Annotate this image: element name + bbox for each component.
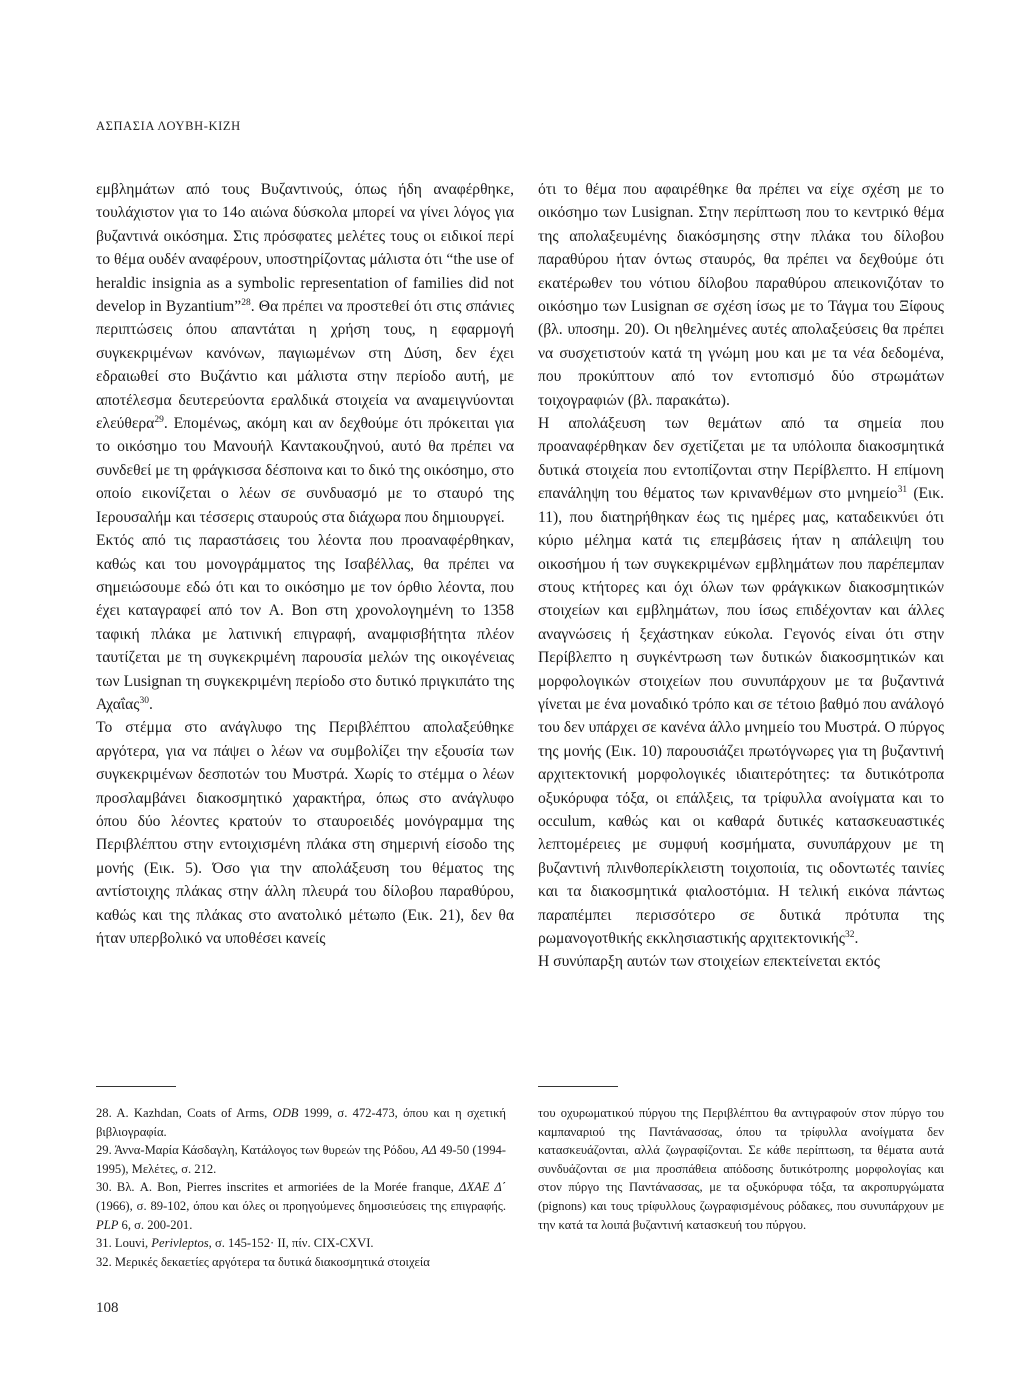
footnote-text: 30. Βλ. A. Bon, Pierres inscrites et armoriées de la Morée franque, bbox=[96, 1180, 459, 1195]
footnote-divider bbox=[538, 1086, 618, 1087]
paragraph-text: (Εικ. 11), που διατηρήθηκαν έως τις ημέρες μας, καταδεικνύει ότι κύριο μέλημα κατά τις επεμβάσεις ήταν η απάλειψη του οικοσήμου ή των συγκεκριμένων εμβλημάτων που παρέπεμπαν στους κτήτορες και όχι όλων των φράγκικων διακοσμητικών στοιχείων και εμβλημάτων, που ίσως επιδέχονταν και άλλες αναγνώσεις ή ξεχάστηκαν εύκολα. Γεγονός είναι ότι στην Περίβλεπτο η συγκέντρωση των δυτικών διακοσμητικών και μορφολογικών στοιχείων που συνυπάρχουν με τα βυζαντινά γίνεται με ένα μοναδικό τρόπο και σε τέτοιο βαθμό που ανάλογό του δεν υπάρχει σε κανένα άλλο μνημείο του Μυστρά. Ο πύργος της μονής (Εικ. 10) παρουσιάζει πρωτόγνωρες για τη βυζαντινή αρχιτεκτονική μορφολογικές ιδιαιτερότητες: τα δυτικότροπα οξυκόρυφα τόξα, οι επάλξεις, τα τρίφυλλα ανοίγματα και το occulum, καθώς και οι καθαρά δυτικές κατασκευαστικές λεπτομέρειες με συμφυή κοσμήματα, συνυπάρχουν με τη βυζαντινή πλινθοπερίκλειστη τοιχοποιία, τις οδοντωτές ταινίες και τα διακοσμητικά φιαλοστόμια. Η τελική εικόνα πάντως παραπέμπει περισσότερο σε δυτικά πρότυπα της ρωμανογοτθικής εκκλησιαστικής αρχιτεκτονικής bbox=[538, 485, 944, 947]
footnote-30 bbox=[96, 1178, 506, 1234]
paragraph-text: Η απολάξευση των θεμάτων από τα σημεία που προαναφέρθηκαν δεν σχετίζεται με τα υπόλοιπα διακοσμητικά δυτικά στοιχεία που εντοπίζονται στην Περίβλεπτο. Η επίμονη επανάληψη του θέματος των κρινανθέμων στο μνημείο bbox=[538, 415, 944, 503]
paragraph-text: . Θα πρέπει να προστεθεί ότι στις σπάνιες περιπτώσεις όπου απαντάται η χρήση τους, η εφαρμογή συγκεκριμένων κανόνων, παγιωμένων στη Δύση, δεν έχει εδραιωθεί στο Βυζάντιο και μάλιστα στην περίοδο αυτή, με αποτέλεσμα δευτερεύοντα εραλδικά στοιχεία να αναμειγνύονται ελεύθερα bbox=[96, 298, 514, 433]
paragraph bbox=[538, 412, 944, 950]
main-text-left-column bbox=[96, 178, 514, 950]
footnote-text: 29. Άννα-Μαρία Κάσδαγλη, Κατάλογος των θυρεών της Ρόδου, bbox=[96, 1143, 422, 1158]
paragraph bbox=[96, 178, 514, 529]
footnote-italic: Perivleptos bbox=[151, 1236, 209, 1251]
footnote-ref-31: 31 bbox=[897, 485, 908, 496]
footnote-32: 32. Μερικές δεκαετίες αργότερα τα δυτικά διακοσμητικά στοιχεία bbox=[96, 1254, 430, 1269]
footnote-ref-32: 32 bbox=[844, 930, 855, 940]
paragraph-text: Εκτός από τις παραστάσεις του λέοντα που προαναφέρθηκαν, καθώς και του μονογράμματος της Ισαβέλλας, θα πρέπει να σημειώσουμε εδώ ότι και το οικόσημο με τον όρθιο λέοντα, που έχει καταγραφεί από τον A. Bon στη χρονολογημένη το 1358 ταφική πλάκα με λατινική επιγραφή, αναμφισβήτητα πλέον ταυτίζεται με τη συγκεκριμένη παρουσία μελών της οικογένειας των Lusignan τη συγκεκριμένη περίοδο στο δυτικό πριγκιπάτο της Αχαΐας bbox=[96, 532, 514, 713]
footnote-31 bbox=[96, 1234, 506, 1253]
footnote-italic: ΑΔ bbox=[421, 1143, 437, 1158]
footnotes-left bbox=[96, 1104, 506, 1271]
footnote-28 bbox=[96, 1104, 506, 1141]
footnote-text: 28. A. Kazhdan, Coats of Arms, bbox=[96, 1106, 273, 1120]
footnote-32-continued: του οχυρωματικού πύργου της Περιβλέπτου θα αντιγραφούν στον πύργο του καμπαναριού της Παντάνασσας, όπου τα τρίφυλλα ανοίγματα δεν κατασκευάζονται, αλλά ζωγραφίζονται. Σε κάθε περίπτωση, τα θέματα αυτά συνδυάζονται σε μια προσπάθεια απόδοσης δυτικότροπης μορφολογίας και στον πύργο της Παντάνασσας, με τα οξυκόρυφα τόξα, τα ακροπυργώματα (pignons) και τους τρίφυλλους ζωγραφισμένους ρόδακες, που συνυπάρχουν με την κατά τα λοιπά βυζαντινή κατασκευή του πύργου. bbox=[538, 1106, 944, 1232]
paragraph bbox=[96, 529, 514, 716]
footnotes-right bbox=[538, 1104, 944, 1234]
paragraph: Η συνύπαρξη αυτών των στοιχείων επεκτείνεται εκτός bbox=[538, 953, 880, 971]
footnote-text: 49-50 (1994-1995), Μελέτες, σ. 212. bbox=[96, 1143, 506, 1176]
paragraph-text: . Επομένως, ακόμη και αν δεχθούμε ότι πρόκειται για το οικόσημο του Μανουήλ Καντακουζηνού, αυτό θα πρέπει να συνδεθεί με τη φράγκισσα δέσποινα και το δικό της οικόσημο, στο οποίο εικονίζεται ο λέων σε συνδυασμό με το σταυρό της Ιερουσαλήμ και τέσσερις σταυρούς στα διάχωρα που δημιουργεί. bbox=[96, 415, 514, 526]
paragraph: ότι το θέμα που αφαιρέθηκε θα πρέπει να είχε σχέση με το οικόσημο των Lusignan. Στην περίπτωση που το κεντρικό θέμα της απολαξευμένης διακόσμησης στην πλάκα του δίλοβου παραθύρου ήταν όντως σταυρός, θα πρέπει να δεχθούμε ότι εκατέρωθεν του νότιου δίλοβου παραθύρου απεικονιζόταν το οικόσημο των Lusignan σε σχέση ίσως με το Τάγμα του Ξίφους (βλ. υποσημ. 20). Οι ηθελημένες αυτές απολαξεύσεις θα πρέπει να συσχετιστούν κατά τη γνώμη μου και με τα νέα δεδομένα, που προκύπτουν από τον εντοπισμό δύο στρωμάτων τοιχογραφιών (βλ. παρακάτω). bbox=[538, 181, 944, 409]
paragraph-text: . bbox=[148, 695, 153, 713]
footnote-italic: PLP bbox=[96, 1217, 119, 1232]
footnote-ref-28: 28 bbox=[241, 298, 251, 309]
footnote-ref-29: 29 bbox=[154, 415, 164, 426]
footnote-divider bbox=[96, 1086, 176, 1087]
footnote-text: 6, σ. 200-201. bbox=[118, 1217, 193, 1232]
footnote-29 bbox=[96, 1141, 506, 1178]
footnote-text: 31. Louvi, bbox=[96, 1236, 152, 1251]
footnote-text: , σ. 145-152· II, πίν. CIX-CXVI. bbox=[208, 1236, 374, 1251]
running-head: ΑΣΠΑΣΙΑ ΛΟΥΒΗ-ΚΙΖΗ bbox=[96, 119, 241, 133]
paragraph: Το στέμμα στο ανάγλυφο της Περιβλέπτου απολαξεύθηκε αργότερα, για να πάψει ο λέων να συμβολίζει την εξουσία των συγκεκριμένων δεσποτών του Μυστρά. Χωρίς το στέμμα ο λέων προσλαμβάνει διακοσμητικό χαρακτήρα, όπως στο ανάγλυφο όπου δύο λέοντες κρατούν το σταυροειδές μονόγραμμα της Περιβλέπτου στην εντοιχισμένη πλάκα στη σημερινή είσοδο της μονής (Εικ. 5). Όσο για την απολάξευση του θέματος της αντίστοιχης πλάκας στην άλλη πλευρά του δίλοβου παραθύρου, καθώς και της πλάκας στο ανατολικό μέτωπο (Εικ. 21), δεν θα ήταν υπερβολικό να υποθέσει κανείς bbox=[96, 719, 514, 947]
footnote-ref-30: 30 bbox=[139, 695, 149, 706]
footnote-italic: ODB bbox=[272, 1106, 299, 1120]
footnote-text: (1966), σ. 89-102, όπου και όλες οι προηγούμενες δημοσιεύσεις της επιγραφής. bbox=[96, 1198, 506, 1213]
main-text-right-column bbox=[538, 178, 944, 974]
paragraph-text: . bbox=[854, 930, 859, 947]
paragraph-text: εμβλημάτων από τους Βυζαντινούς, όπως ήδη αναφέρθηκε, τουλάχιστον για το 14ο αιώνα δύσκολα μπορεί να γίνει λόγος για βυζαντινά οικόσημα. Στις πρόσφατες μελέτες τους οι ειδικοί περί το θέμα ουδέν αναφέρουν, υποστηρίζοντας μάλιστα ότι “the use of heraldic insignia as a symbolic representation of families did not develop in Byzantium” bbox=[96, 181, 514, 316]
page-number: 108 bbox=[96, 1300, 119, 1316]
footnote-text: 1999, σ. 472-473, όπου και η σχετική βιβλιογραφία. bbox=[96, 1106, 506, 1139]
footnote-italic: ΔΧΑΕ Δ΄ bbox=[458, 1180, 506, 1195]
